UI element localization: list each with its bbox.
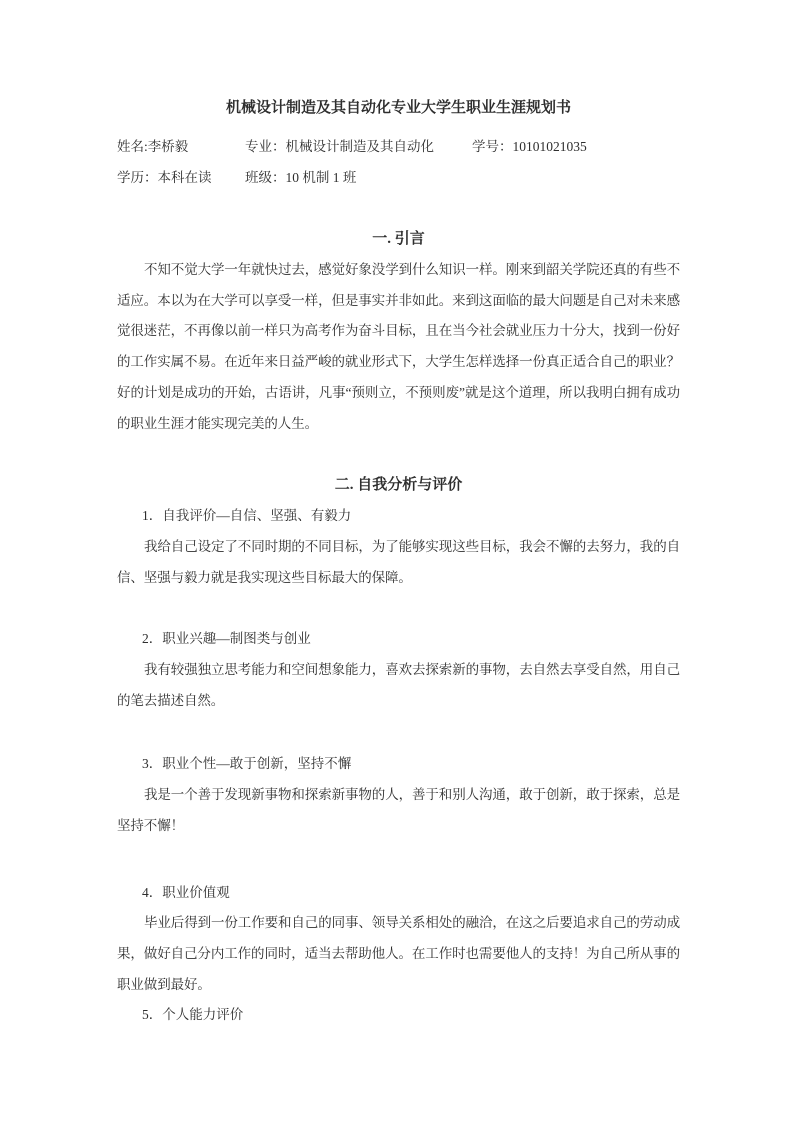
list-item-paragraph: 毕业后得到一份工作要和自己的同事、领导关系相处的融洽，在这之后要追求自己的劳动成果，做好自己分内工作的同时，适当去帮助他人。在工作时也需要他人的支持！为自己所从事的职业做到最好。 [117, 915, 680, 992]
section-heading-self-analysis: 二. 自我分析与评价 [334, 477, 463, 494]
info-value: 李桥毅 [147, 139, 189, 154]
section-intro [117, 224, 680, 439]
info-row [117, 131, 680, 162]
section-heading-intro: 一. 引言 [372, 231, 425, 247]
info-label: 姓名: [117, 139, 148, 154]
info-field-education [117, 162, 212, 193]
info-field-name [117, 131, 188, 162]
info-label: 专业： [245, 139, 286, 154]
document-title: 机械设计制造及其自动化专业大学生职业生涯规划书 [225, 100, 571, 116]
list-item [117, 878, 680, 1001]
list-item [117, 501, 680, 593]
info-field-student-id [472, 131, 587, 162]
info-value: 10101021035 [512, 139, 587, 154]
info-value: 机械设计制造及其自动化 [285, 139, 434, 154]
list-item [117, 624, 680, 716]
info-field-class [245, 162, 356, 193]
info-label: 班级： [245, 170, 286, 185]
list-item-title: 3．职业个性—敢于创新，坚持不懈 [142, 756, 352, 772]
document-content [117, 96, 680, 1031]
info-row [117, 162, 680, 193]
list-item-title: 1．自我评价—自信、坚强、有毅力 [142, 508, 352, 524]
info-label: 学号： [472, 139, 513, 154]
list-item-title: 5．个人能力评价 [142, 1007, 244, 1023]
info-value: 本科在读 [157, 170, 212, 185]
list-item-title: 2．职业兴趣—制图类与创业 [142, 631, 311, 647]
list-item [117, 749, 680, 841]
info-field-major [245, 131, 434, 162]
list-item-paragraph: 我是一个善于发现新事物和探索新事物的人，善于和别人沟通，敢于创新，敢于探索，总是坚持不懈！ [117, 787, 680, 833]
list-item-title: 4．职业价值观 [142, 884, 230, 900]
list-item-paragraph: 我有较强独立思考能力和空间想象能力，喜欢去探索新的事物，去自然去享受自然，用自己的笔去描述自然。 [117, 662, 680, 708]
section-self-analysis [117, 470, 680, 1031]
list-item-paragraph: 我给自己设定了不同时期的不同目标，为了能够实现这些目标，我会不懈的去努力，我的自信、坚强与毅力就是我实现这些目标最大的保障。 [117, 538, 680, 585]
list-item [117, 1000, 680, 1031]
intro-paragraph: 不知不觉大学一年就快过去，感觉好象没学到什么知识一样。刚来到韶关学院还真的有些不适应。本以为在大学可以享受一样，但是事实并非如此。来到这面临的最大问题是自己对未来感觉很迷茫，不再像以前一样只为高考作为奋斗目标，且在当今社会就业压力十分大，找到一份好的工作实属不易。在近年来日益严峻的就业形式下，大学生怎样选择一份真正适合自己的职业？好的计划是成功的开始，古语讲，凡事“预则立，不预则废”就是这个道理，所以我明白拥有成功的职业生涯才能实现完美的人生。 [117, 262, 680, 431]
info-label: 学历： [117, 170, 158, 185]
info-value: 10 机制 1 班 [285, 170, 357, 185]
